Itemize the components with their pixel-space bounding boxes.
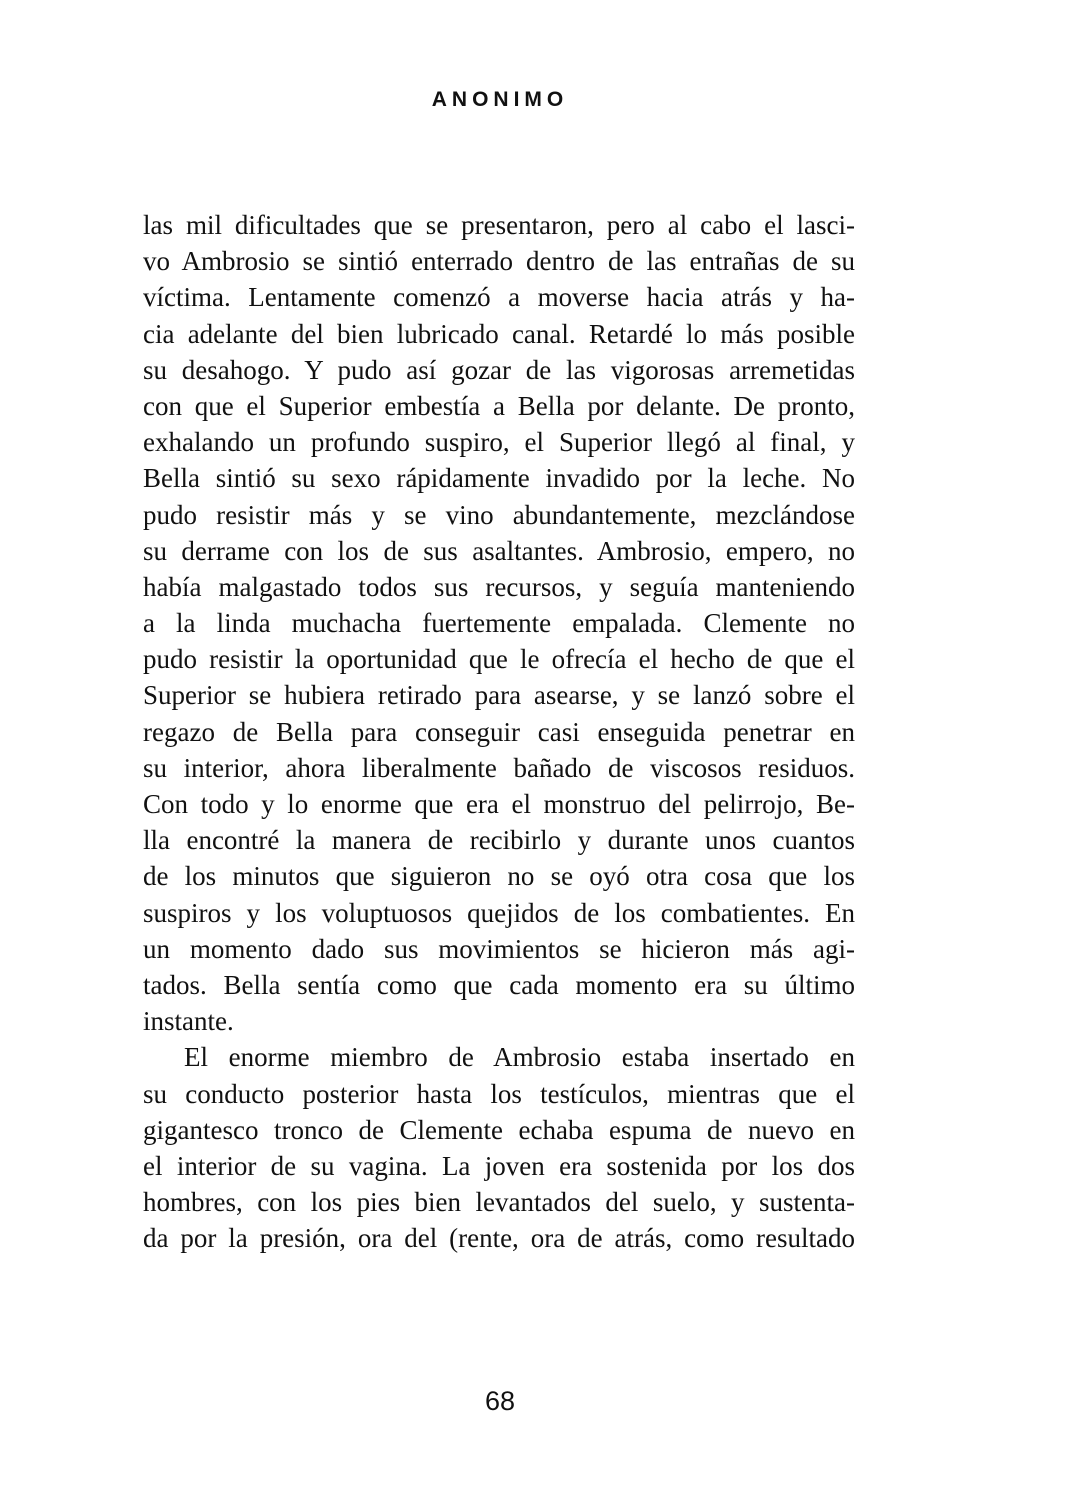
- text-line: su conducto posterior hasta los testículos, mientras que el: [143, 1078, 855, 1109]
- text-line: con que el Superior embestía a Bella por delante. De pronto,: [143, 390, 855, 421]
- text-line: el interior de su vagina. La joven era sostenida por los dos: [143, 1150, 855, 1181]
- paragraph-1: [143, 207, 855, 1039]
- body-text: [143, 207, 855, 1256]
- text-line: víctima. Lentamente comenzó a moverse hacia atrás y ha-: [143, 282, 855, 313]
- text-line: El enorme miembro de Ambrosio estaba insertado en: [184, 1042, 855, 1073]
- text-line: su derrame con los de sus asaltantes. Ambrosio, empero, no: [143, 535, 855, 566]
- text-line: a la linda muchacha fuertemente empalada. Clemente no: [143, 608, 855, 639]
- text-line: había malgastado todos sus recursos, y seguía manteniendo: [143, 571, 855, 602]
- text-line: instante.: [143, 1006, 234, 1037]
- text-line: Con todo y lo enorme que era el monstruo del pelirrojo, Be-: [143, 789, 855, 819]
- text-line: hombres, con los pies bien levantados del suelo, y sustenta-: [143, 1187, 855, 1218]
- text-line: da por la presión, ora del (rente, ora de atrás, como resultado: [143, 1223, 855, 1254]
- text-line: de los minutos que siguieron no se oyó otra cosa que los: [143, 861, 855, 892]
- text-line: su desahogo. Y pudo así gozar de las vigorosas arremetidas: [143, 354, 855, 385]
- text-line: exhalando un profundo suspiro, el Superior llegó al final, y: [143, 427, 855, 458]
- text-line: un momento dado sus movimientos se hicieron más agi-: [143, 933, 855, 964]
- running-head-title: ANONIMO: [431, 88, 569, 111]
- paragraph-2: [143, 1039, 855, 1256]
- text-line: su interior, ahora liberalmente bañado de viscosos residuos.: [143, 752, 855, 783]
- page-number: 68: [484, 1386, 516, 1416]
- text-line: suspiros y los voluptuosos quejidos de los combatientes. En: [143, 897, 855, 928]
- text-line: vo Ambrosio se sintió enterrado dentro de las entrañas de su: [143, 246, 855, 277]
- text-line: las mil dificultades que se presentaron, pero al cabo el lasci-: [143, 210, 855, 240]
- text-line: Superior se hubiera retirado para asearse, y se lanzó sobre el: [143, 680, 855, 711]
- text-line: tados. Bella sentía como que cada momento era su último: [143, 969, 855, 1000]
- text-line: gigantesco tronco de Clemente echaba espuma de nuevo en: [143, 1114, 855, 1145]
- text-line: lla encontré la manera de recibirlo y durante unos cuantos: [143, 825, 855, 856]
- text-line: regazo de Bella para conseguir casi enseguida penetrar en: [143, 716, 855, 747]
- text-line: pudo resistir más y se vino abundantemente, mezclándose: [143, 499, 855, 530]
- text-line: Bella sintió su sexo rápidamente invadido por la leche. No: [143, 463, 855, 494]
- text-line: pudo resistir la oportunidad que le ofrecía el hecho de que el: [143, 644, 855, 675]
- text-line: cia adelante del bien lubricado canal. Retardé lo más posible: [143, 318, 855, 349]
